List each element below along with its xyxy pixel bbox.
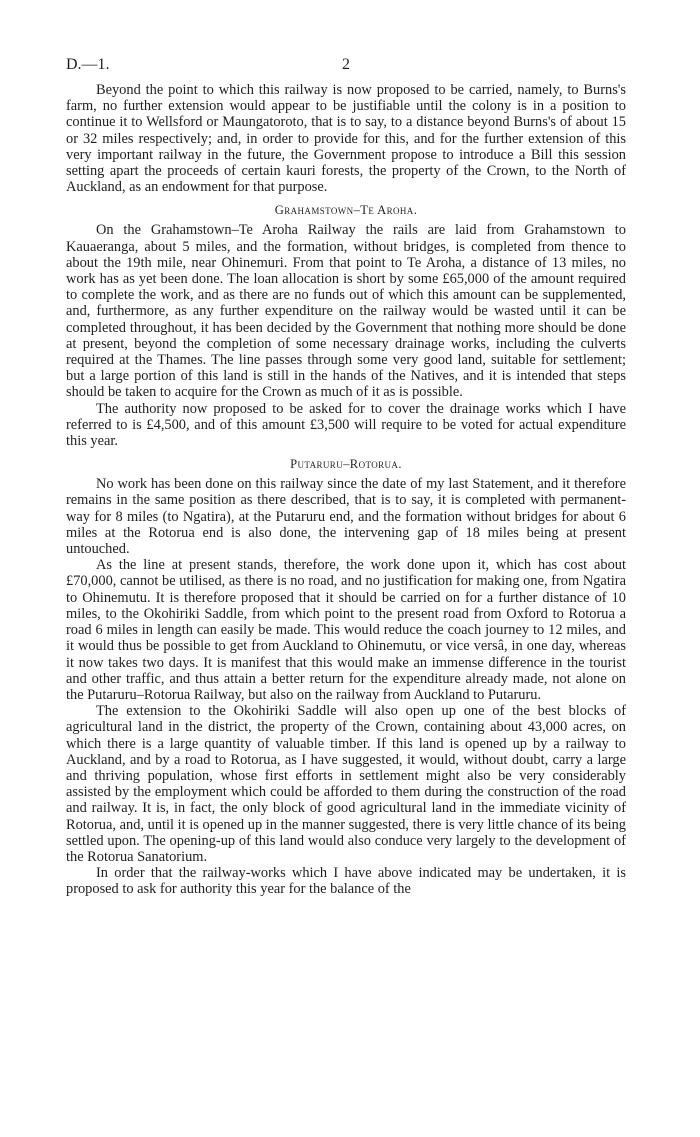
section-heading: Grahamstown–Te Aroha. — [274, 203, 418, 218]
paragraph: As the line at present stands, therefore, the work done upon it, which has cost about £70,000, cannot be utilised, as there is no road, and no justification for making one, from Ngatira to Ohinemutu. It is therefore proposed that it should be carried on for a further distance of 10 miles, to the Okohiriki Saddle, from which point to the present road from Oxford to Rotorua a road 6 miles in length can easily be made. This would reduce the coach journey to 12 miles, and it would thus be possible to get from Auckland to Ohinemutu, or vice versâ, in one day, whereas it now takes two days. It is manifest that this would make an immense difference in the tourist and other traffic, and thus attain a better return for the expenditure already made, not alone on the Putaruru–Rotorua Railway, but also on the railway from Auckland to Putaruru. — [66, 557, 626, 703]
section-putaruru-rotorua — [66, 456, 626, 897]
paragraph: On the Grahamstown–Te Aroha Railway the rails are laid from Grahamstown to Kauaeranga, about 5 miles, and the formation, without bridges, is completed from thence to about the 19th mile, near Ohinemuri. From that point to Te Aroha, a distance of 13 miles, no work has as yet been done. The loan allocation is short by some £65,000 of the amount required to complete the work, and as there are no funds out of which this amount can be supplemented, and, furthermore, as any further expenditure on the railway would be wasted until it can be completed throughout, it has been decided by the Government that nothing more should be done at present, beyond the completion of some necessary drainage works, including the culverts required at the Thames. The line passes through some very good land, suitable for settlement; but a large portion of this land is still in the hands of the Natives, and it is intended that steps should be taken to acquire for the Crown as much of it as is possible. — [66, 222, 626, 401]
section-heading: Putaruru–Rotorua. — [290, 457, 402, 472]
section-grahamstown-te-aroha — [66, 202, 626, 449]
paragraph: The authority now proposed to be asked for to cover the drainage works which I have referred to is £4,500, and of this amount £3,500 will require to be voted for actual expenditure this year. — [66, 400, 626, 450]
paragraph: In order that the railway-works which I have above indicated may be undertaken, it is proposed to ask for authority this year for the balance of the — [66, 865, 626, 898]
page-number: 2 — [342, 56, 350, 73]
section-northern-railway — [66, 82, 626, 195]
paragraph: No work has been done on this railway since the date of my last Statement, and it therefore remains in the same position as there described, that is to say, it is completed with permanent-way for 8 miles (to Ngatira), at the Putaruru end, and the formation without bridges for about 6 miles at the Rotorua end is also done, the intervening gap of 18 miles being at present untouched. — [66, 476, 626, 558]
paragraph: The extension to the Okohiriki Saddle will also open up one of the best blocks of agricultural land in the district, the property of the Crown, containing about 43,000 acres, on which there is a large quantity of valuable timber. If this land is opened up by a railway to Auckland, and by a road to Rotorua, as I have suggested, it would, without doubt, carry a large and thriving population, whose first efforts in settlement might also be very considerably assisted by the employment which could be afforded to them during the construction of the road and railway. It is, in fact, the only block of good agricultural land in the immediate vicinity of Rotorua, and, until it is opened up in the manner suggested, there is very little chance of its being settled upon. The opening-up of this land would also conduce very largely to the development of the Rotorua Sanatorium. — [66, 703, 626, 865]
page-header — [66, 56, 626, 82]
paragraph: Beyond the point to which this railway is now proposed to be carried, namely, to Burns's farm, no further extension would appear to be justifiable until the colony is in a position to continue it to Wellsford or Maungatoroto, that is to say, to a distance beyond Burns's of about 15 or 32 miles respectively; and, in order to provide for this, and for the further extension of this very important railway in the future, the Government propose to introduce a Bill this session setting apart the proceeds of certain kauri forests, the property of the Crown, to the North of Auckland, as an endowment for that purpose. — [66, 82, 626, 196]
document-reference: D.—1. — [66, 56, 110, 73]
document-page — [66, 56, 626, 898]
